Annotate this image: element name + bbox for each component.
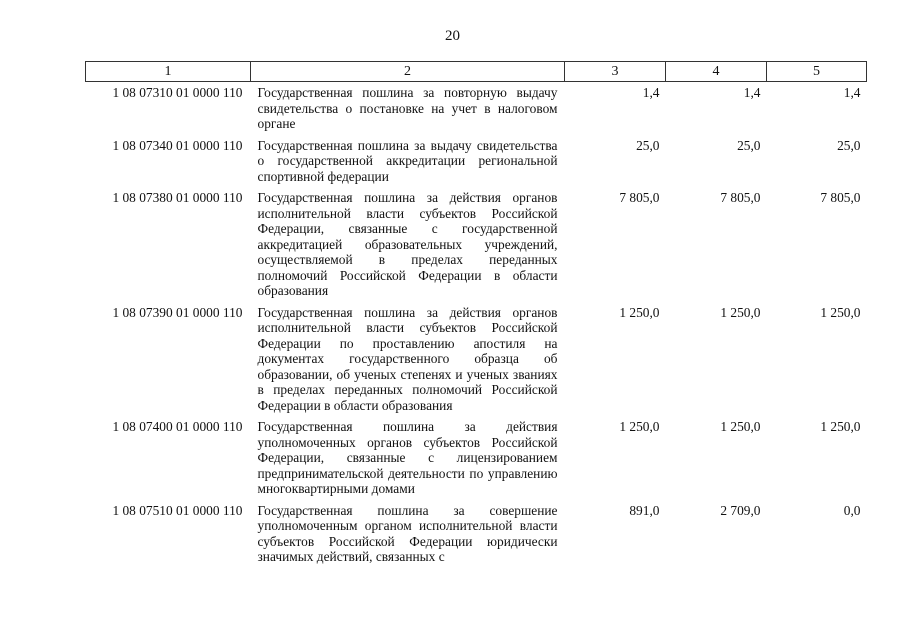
table-header: [86, 62, 867, 82]
row-description: Государственная пошлина за совершение уполномоченным органом исполнительной власти субъектов Российской Федерации юридически значимых действий, связанных с: [257, 502, 558, 564]
value-col-5: 1 250,0: [820, 304, 861, 320]
value-col-4: 1 250,0: [720, 304, 761, 320]
table-row: [86, 416, 867, 500]
column-header-1: 1: [86, 62, 251, 82]
budget-code: 1 08 07310 01 0000 110: [112, 85, 243, 100]
row-description: Государственная пошлина за действия органов исполнительной власти субъектов Российской Федерации, связанные с государственной аккредитацией образовательных учреждений, осуществляемой в пределах переданных полномочий Российской Федерации в области образования: [257, 190, 558, 298]
table-body: [86, 82, 867, 568]
row-description: Государственная пошлина за повторную выдачу свидетельства о постановке на учет в налоговом органе: [257, 85, 558, 131]
value-col-3: 1,4: [642, 85, 660, 100]
value-col-4: 7 805,0: [720, 190, 761, 205]
row-description: Государственная пошлина за выдачу свидетельства о государственной аккредитации региональной спортивной федерации: [257, 137, 558, 184]
table-row: [86, 187, 867, 302]
budget-code: 1 08 07380 01 0000 110: [112, 190, 243, 205]
table-row: [86, 500, 867, 568]
budget-code: 1 08 07510 01 0000 110: [112, 502, 243, 518]
value-col-5: 7 805,0: [820, 190, 861, 205]
value-col-4: 25,0: [737, 137, 761, 153]
page-number: 20: [445, 28, 460, 44]
header-row: [86, 62, 867, 82]
value-col-4: 1 250,0: [720, 419, 761, 434]
column-header-3: 3: [565, 62, 666, 82]
table-row: [86, 302, 867, 417]
value-col-5: 1 250,0: [820, 419, 861, 434]
row-description: Государственная пошлина за действия органов исполнительной власти субъектов Российской Федерации по проставлению апостиля на документах государственного образца об образовании, об ученых степенях и ученых званиях в пределах переданных полномочий Российской Федерации в области образования: [257, 304, 558, 413]
value-col-5: 25,0: [837, 137, 861, 153]
value-col-3: 1 250,0: [619, 304, 660, 320]
value-col-5: 1,4: [843, 85, 861, 100]
value-col-3: 25,0: [636, 137, 660, 153]
value-col-3: 7 805,0: [619, 190, 660, 205]
column-header-4: 4: [666, 62, 767, 82]
column-header-2: 2: [251, 62, 565, 82]
value-col-4: 2 709,0: [720, 502, 761, 518]
column-header-5: 5: [767, 62, 867, 82]
budget-code: 1 08 07340 01 0000 110: [112, 137, 243, 153]
row-description: Государственная пошлина за действия уполномоченных органов субъектов Российской Федерации, связанные с лицензированием предпринимательской деятельности по управлению многоквартирными домами: [257, 419, 558, 496]
budget-code: 1 08 07400 01 0000 110: [112, 419, 243, 434]
value-col-4: 1,4: [743, 85, 761, 100]
table-row: [86, 135, 867, 188]
value-col-3: 1 250,0: [619, 419, 660, 434]
table-row: [86, 82, 867, 135]
budget-code: 1 08 07390 01 0000 110: [112, 304, 243, 320]
budget-table: [85, 61, 867, 568]
value-col-3: 891,0: [629, 502, 660, 518]
value-col-5: 0,0: [843, 502, 861, 518]
